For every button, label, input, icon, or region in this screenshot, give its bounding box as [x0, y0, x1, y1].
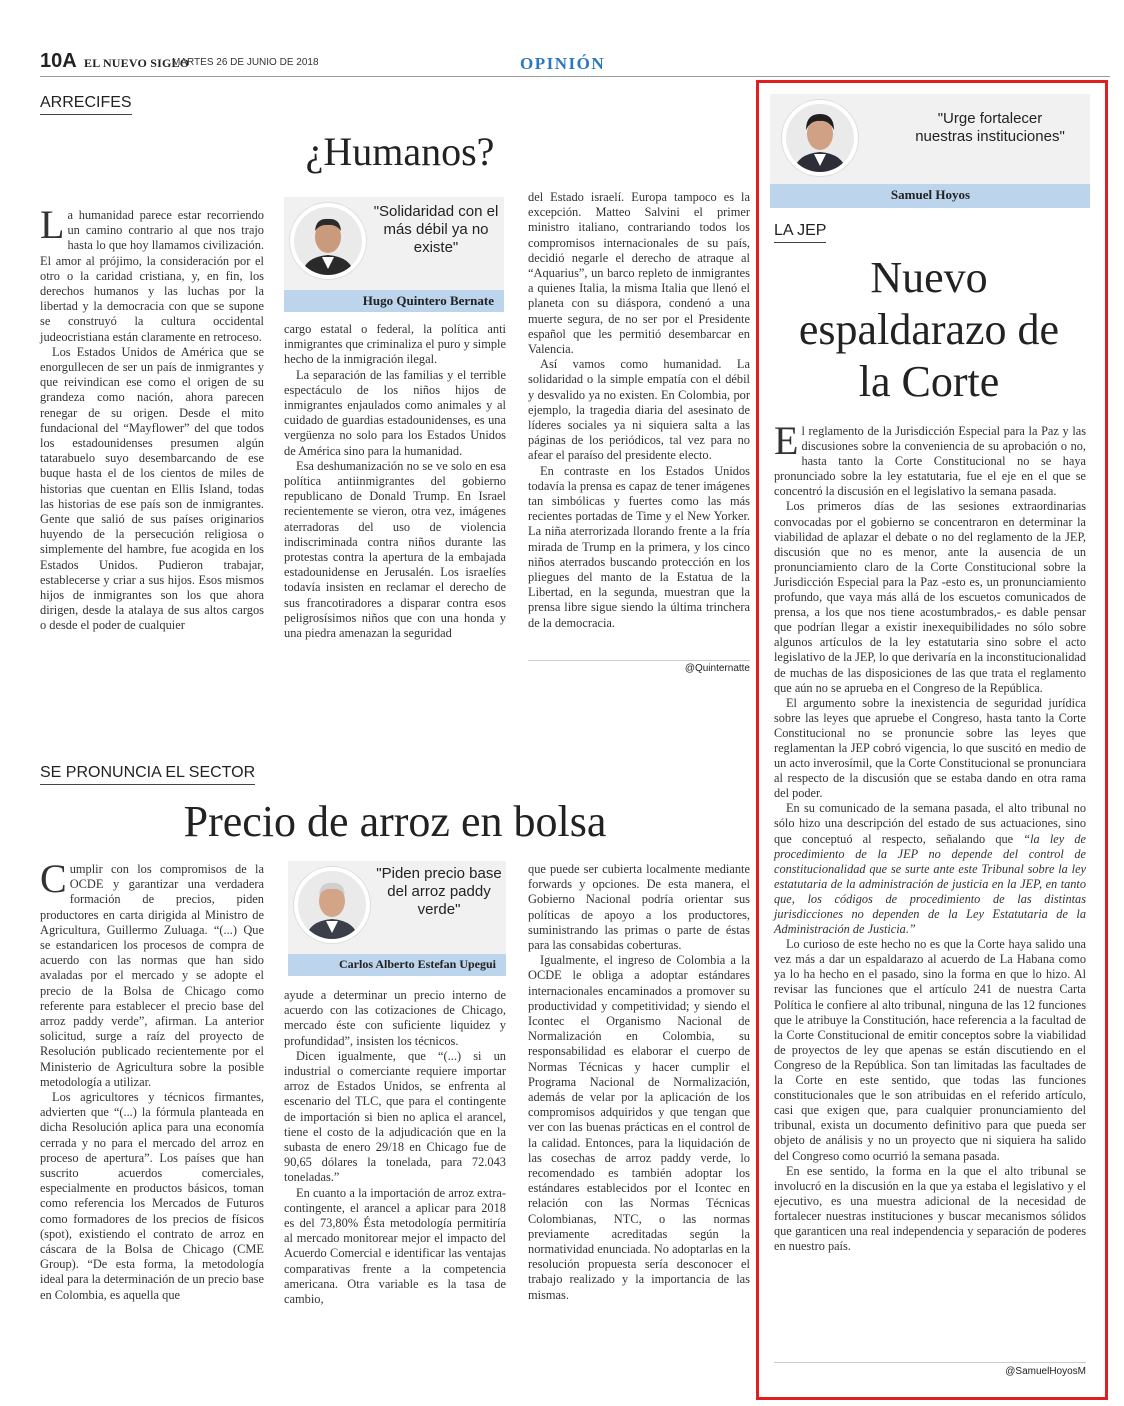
title-line: Nuevo [870, 253, 988, 302]
paragraph: ayude a determinar un precio interno de acuerdo con las cotizaciones de Chicago, mercado éste con suficiente liquidez y profundidad”, insisten los técnicos. [284, 988, 506, 1048]
article2-column-3 [528, 862, 750, 1303]
paragraph: Los Estados Unidos de América que se enorgullecen de ser un país de inmigrantes y que reivindican ese como el origen de su grandeza como nación, ahora parecen renegar de su origen. Desde el mito fundacional del “Mayflower” del que todos los estadounidenses presumen algún tatarabuelo suyo desembarcando de ese buque hasta el de los cientos de miles de historias que cuentan en Ellis Island, todas las historias de ese país son de inmigrantes. Gente que salió de sus países originarios huyendo de la persecución religiosa o simplemente del hambre, fue acogida en los Estados Unidos. Pudieron trabajar, establecerse y criar a sus hijos. Esos mismos hijos de inmigrantes son los que ahora dirigen, desde la atalaya de sus altos cargos o desde el poder de cualquier [40, 344, 264, 633]
article1-kicker: ARRECIFES [40, 94, 132, 115]
title-line: espaldarazo de [798, 305, 1060, 354]
paragraph: El argumento sobre la inexistencia de seguridad jurídica sobre las leyes que apruebe el Congreso, hasta tanto la Corte Constitucional no se pronuncie sobre las leyes que reglamentan la JEP cobró vigencia, lo que suscitó en medio de un acto inverosímil, que la Corte Constitucional se pronunciara al respecto de la discusión que se estaba dando en otra rama del poder. [774, 695, 1086, 801]
paragraph: Los agricultores y técnicos firmantes, advierten que “(...) la fórmula planteada en dicha Resolución aplica para una economía cerrada y no para el mercado del arroz en proceso de apertura”. Los países que han suscrito acuerdos comerciales, especialmente en productos básicos, toman como referencia los Mercados de Futuros como formadores de los precios de físicos (spot), existiendo el contrato de arroz en cáscara de la Bolsa de Chicago (CME Group). “De esta forma, la metodología ideal para la determinación de un precio base en Colombia, es aquella que [40, 1090, 264, 1302]
paragraph: La separación de las familias y el terrible espectáculo de los niños hijos de inmigrantes enjaulados como animales y al cuidado de guardias estadounidenses, es una vergüenza no solo para los Estados Unidos de América sino para la humanidad. [284, 367, 506, 458]
article1-column-2 [284, 322, 506, 641]
article3-signature[interactable]: @SamuelHoyosM [1005, 1366, 1086, 1377]
article2-title: Precio de arroz en bolsa [183, 797, 607, 846]
article2-pull-quote: "Piden precio base del arroz paddy verde" [376, 865, 502, 918]
paragraph: cargo estatal o federal, la política anti inmigrantes que criminaliza el puro y simple hecho de la inmigración ilegal. [284, 322, 506, 367]
paragraph: En ese sentido, la forma en la que el alto tribunal se involucró en la discusión en la que ya estaba el legislativo y el ejecutivo, es una muestra adicional de la necesidad de fortalecer nuestras instituciones y buscar mecanismos sólidos que garanticen una real independencia y separación de poderes en nuestro país. [774, 1163, 1086, 1254]
person-portrait-icon [298, 871, 366, 939]
article3-title [770, 252, 1088, 408]
article3-author-name: Samuel Hoyos [890, 187, 970, 202]
article1-title: ¿Humanos? [305, 129, 495, 174]
paragraph: En contraste en los Estados Unidos todavía la prensa es capaz de tener imágenes tan simbólicas y fuertes como las más recientes portadas de Time y el New Yorker. La niña aterrorizada llorando frente a la fría mirada de Trump en la primera, y los cinco niños aterrados buscando protección en los pliegues del manto de la Estatua de la Libertad, en la segunda, muestran que la prensa libre sigue siendo la última trinchera de la democracia. [528, 463, 750, 630]
article3-author-box [770, 94, 1090, 208]
paragraph: Así vamos como humanidad. La solidaridad o la simple empatía con el débil y desvalido ya no existen. En Colombia, por ejemplo, la tragedia diaria del asesinato de líderes sociales ya ni siquiera salta a las páginas de los periódicos, tal vez para no afear el paraíso del presidente electo. [528, 357, 750, 463]
article1-author-name: Hugo Quintero Bernate [362, 293, 494, 308]
author-photo [294, 867, 370, 943]
person-portrait-icon [294, 207, 362, 275]
author-band [770, 184, 1090, 208]
section-title: OPINIÓN [520, 54, 606, 73]
issue-date: MARTES 26 DE JUNIO DE 2018 [172, 57, 319, 68]
author-photo [290, 203, 366, 279]
paragraph: umplir con los compromisos de la OCDE y garantizar una verdadera formación de precios, piden productores en carta dirigida al Ministro de Agricultura, Guillermo Zuluaga. “(...) Que se estandaricen los procesos de compra de acuerdo con las normas que han sido avaladas por el mercado y se adopte el precio de la Bolsa de Chicago como referente para establecer el precio base del arroz paddy verde”, afirman. La anterior solicitud, surge a raíz del proyecto de Resolución publicado recientemente por el Ministerio de Agricultura sobre la posible metodología a utilizar. [40, 862, 264, 1089]
article2-author-box [288, 861, 506, 976]
paragraph: a humanidad parece estar recorriendo un camino contrario al que nos trajo hasta lo que hoy llamamos civilización. El amor al prójimo, la consideración por el otro o la caridad cristiana, y, en fin, los derechos humanos y las luchas por la libertad y la democracia con que se supone se construyó la cultura occidental judeocristiana están claramente en retroceso. [40, 208, 264, 344]
article1-author-box [284, 197, 504, 312]
article3-pull-quote: "Urge fortalecer nuestras instituciones" [915, 110, 1065, 145]
paragraph: que puede ser cubierta localmente mediante forwards y opciones. De esta manera, el Gobierno Nacional podría orientar sus políticas de apoyo a los productores, suministrando las primas o parte de éstas para las consabidas coberturas. [528, 862, 750, 953]
paragraph: l reglamento de la Jurisdicción Especial para la Paz y las discusiones sobre la conveniencia de su aprobación o no, hasta tanto la Corte Constitucional no se haya pronunciado sobre la ley estatutaria, fue el eje en el que se concentró la discusión en el legislativo la semana pasada. [774, 424, 1086, 499]
signature-rule [774, 1362, 1086, 1363]
person-portrait-icon [786, 104, 854, 172]
signature-rule [528, 660, 750, 661]
article2-author-name: Carlos Alberto Estefan Upegui [339, 957, 496, 971]
paragraph: Los primeros días de las sesiones extraordinarias convocadas por el gobierno se concentraron en determinar la viabilidad de aplazar el debate o no del reglamento de la JEP, discusión que no es menor, ante la ausencia de un pronunciamiento claro de la Corte Constitucional sobre la Jurisdicción Especial para la Paz -esto es, un pronunciamiento profundo, que vaya más allá de los escuetos comunicados de prensa, a los que nos tiene acostumbrados,- es dable pensar que podrían llegar a existir inexequibilidades no sólo sobre algunos artículos de la ley estatutaria sino sobre el acto legislativo de la JEP, lo que derivaría en la inconstitucionalidad de muchas de las disposiciones de las que trata el reglamento que aún no se aprueba en el Congreso de la República. [774, 499, 1086, 695]
dropcap: C [40, 856, 67, 901]
paragraph: Igualmente, el ingreso de Colombia a la OCDE le obliga a adoptar estándares internacionales encaminados a promover su productividad y competitividad; y siendo el Icontec el Organismo Nacional de Normalización en Colombia, su responsabilidad es elaborar el cuerpo de Normas Técnicas y hacer cumplir el Programa Nacional de Normalización, además de velar por la aplicación de los compromisos adquiridos y que tengan que ver con las buenas prácticas en el control de la calidad. Entonces, para la liquidación de las cosechas de arroz paddy verde, lo recomendado es también adoptar los estándares establecidos por el Icontec en relación con las Normas Técnicas Colombianas, NTC, o las normas previamente acreditadas según la normatividad enunciada. No adoptarlas en la resolución propuesta sería desconocer el trabajo realizado y la importancia de las mismas. [528, 953, 750, 1302]
paragraph: del Estado israelí. Europa tampoco es la excepción. Matteo Salvini el primer ministro italiano, contrariando todos los compromisos internacionales de su país, decidió negarle el derecho de atraque al “Aquarius”, un barco repleto de inmigrantes a quienes Italia, la misma Italia que llenó el planeta con su diáspora, condenó a una muerte segura, de no ser por el Presidente español que les permitió desembarcar en Valencia. [528, 190, 750, 357]
author-photo [782, 100, 858, 176]
paragraph: Lo curioso de este hecho no es que la Corte haya salido una vez más a dar un espaldarazo al acuerdo de La Habana como ya lo ha hecho en el pasado, sino la forma en que lo hizo. Al revisar las funciones que el artículo 241 de nuestra Carta Política le confiere al alto tribunal, ninguna de las 12 funciones que le atribuye la Constitución, hace referencia a la facultad de la Corte Constitucional de emitir conceptos sobre la viabilidad de proyectos de ley que apenas se están discutiendo en el Congreso de la República. Son tan limitadas las facultades de la Corte en este sentido, que todas las funciones constitucionales que le son atribuidas en el referido artículo, casi que exigen que, para cualquier pronunciamiento del tribunal, exista un documento definitivo para que pueda ser objeto de análisis y no un proyecto que ni siquiera ha salido del Congreso como ocurrió la semana pasada. [774, 937, 1086, 1163]
paragraph: En cuanto a la importación de arroz extra-contingente, el arancel a aplicar para 2018 es del 73,80% Ésta metodología permitiría al mercado monitorear mejor el impacto del Acuerdo Comercial e identificar las ventajas comparativas frente a la competencia americana. Otra variable es la tasa de cambio, [284, 1185, 506, 1307]
author-band [284, 290, 504, 312]
paragraph [774, 801, 1086, 937]
article1-pull-quote: "Solidaridad con el más débil ya no existe" [373, 203, 499, 256]
article3-body [774, 418, 1086, 1254]
newspaper-name: EL NUEVO SIGLO [84, 56, 190, 70]
title-line: la Corte [858, 357, 1000, 406]
article1-column-1 [40, 202, 264, 634]
paragraph: Esa deshumanización no se ve solo en esa política antiinmigrantes del gobierno republicano de Donald Trump. En Israel recientemente se vieron, otra vez, imágenes aterradoras del uso de violencia indiscriminada contra niños durante las protestas contra la apertura de la embajada estadounidense en Jerusalén. Los israelíes todavía insisten en reclamar el derecho de sus francotiradores a disparar contra esos peligrosísimos niños que con una honda y una piedra amenazan la seguridad [284, 458, 506, 641]
article2-kicker: SE PRONUNCIA EL SECTOR [40, 764, 255, 785]
article1-column-3 [528, 190, 750, 631]
article1-signature[interactable]: @Quinternatte [684, 663, 750, 674]
paragraph-text: En su comunicado de la semana pasada, el alto tribunal no sólo hizo una descripción del estado de sus actuaciones, sino que conceptuó al respecto, señalando que [774, 801, 1086, 846]
dropcap: L [40, 202, 65, 247]
header-rule [40, 76, 1110, 77]
article2-column-2 [284, 988, 506, 1307]
page-number: 10A [40, 50, 77, 72]
author-band [288, 954, 506, 976]
court-quote: “la ley de procedimiento de la JEP no depende del control de constitucionalidad que se surte ante este Tribunal sobre la ley estatutaria de la administración de justicia en la JEP, en tanto que, los códigos de procedimiento de las distintas jurisdicciones no dependen de la Ley Estatutaria de la Administración de Justicia.” [774, 831, 1086, 937]
article2-column-1 [40, 856, 264, 1303]
dropcap: E [774, 418, 799, 463]
paragraph: Dicen igualmente, que “(...) si un industrial o comerciante requiere importar arroz de Estados Unidos, se enfrenta al escenario del TLC, que para el contingente de importación si bien no aplica el arancel, tiene el costo de la adjudicación que en la subasta de enero 29/18 en Chicago fue de 90,65 dólares la tonelada, para 72.043 toneladas.” [284, 1048, 506, 1185]
article3-kicker: LA JEP [774, 222, 826, 243]
